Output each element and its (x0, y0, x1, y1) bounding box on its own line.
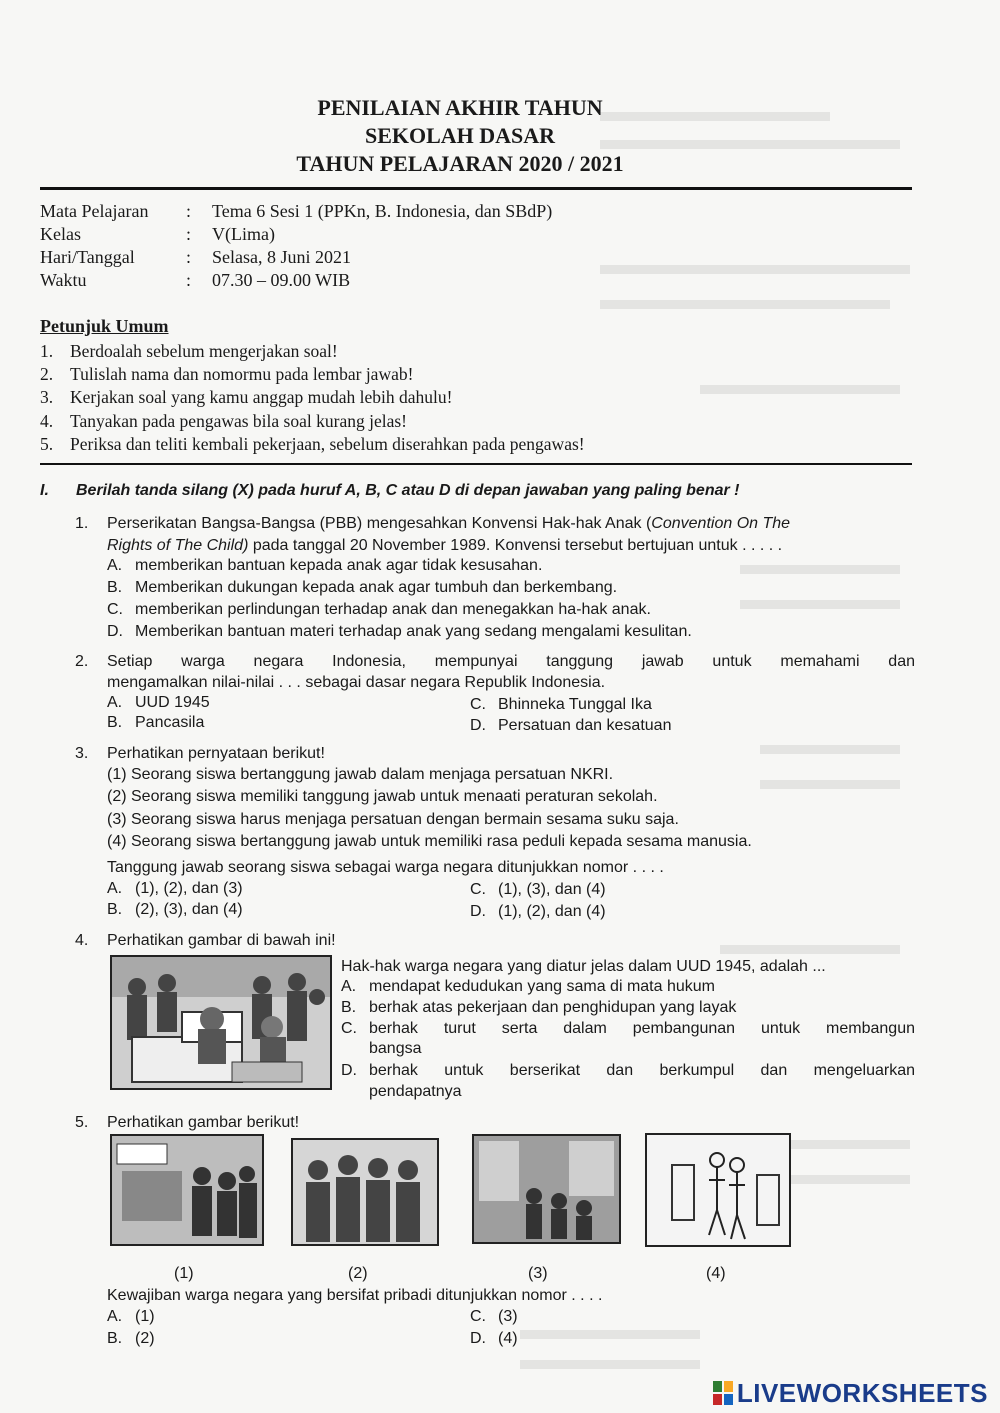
question-1-line-2 (107, 537, 782, 555)
option-c[interactable] (470, 881, 606, 899)
liveworksheets-text: LIVEWORKSHEETS (736, 1378, 988, 1408)
option-letter: B. (107, 714, 123, 731)
option-letter: A. (341, 978, 357, 995)
option-c-continuation: bangsa (369, 1040, 422, 1057)
option-letter: B. (341, 999, 357, 1016)
option-letter: B. (107, 1330, 123, 1347)
question-number: 1. (75, 515, 89, 532)
instruction-text: Periksa dan teliti kembali pekerjaan, sebelum diserahkan pada pengawas! (70, 434, 585, 454)
option-c[interactable] (470, 696, 652, 714)
picture-3 (472, 1134, 621, 1244)
option-letter: C. (470, 1308, 486, 1325)
option-text: memberikan perlindungan terhadap anak dan menegakkan ha-hak anak. (135, 601, 651, 618)
option-a[interactable] (107, 557, 542, 575)
option-text: berhak turut serta dalam pembangunan untuk membangun (369, 1020, 915, 1037)
info-label: Mata Pelajaran (40, 201, 149, 221)
info-colon: : (186, 224, 192, 244)
option-text: UUD 1945 (135, 694, 210, 711)
option-b[interactable] (107, 1330, 155, 1348)
option-text: (1), (2), dan (4) (498, 903, 606, 920)
picture-1 (110, 1134, 264, 1246)
option-letter: D. (470, 1330, 486, 1347)
question-1-line-1 (107, 515, 790, 533)
option-b[interactable] (107, 714, 204, 732)
option-d[interactable] (107, 623, 692, 641)
instructions-divider (40, 463, 912, 465)
section-heading (40, 482, 740, 500)
option-text: berhak untuk berserikat dan berkumpul dan mengeluarkan (369, 1062, 915, 1079)
info-value: Tema 6 Sesi 1 (PPKn, B. Indonesia, dan SBdP) (212, 201, 553, 221)
option-letter: B. (107, 579, 123, 596)
question-number: 2. (75, 653, 89, 670)
option-text: memberikan bantuan kepada anak agar tidak kesusahan. (135, 557, 543, 574)
exam-title: PENILAIAN AKHIR TAHUN (317, 95, 603, 120)
school-year: TAHUN PELAJARAN 2020 / 2021 (296, 151, 624, 176)
option-letter: A. (107, 880, 123, 897)
option-b[interactable] (107, 579, 617, 597)
picture-4-image (647, 1135, 789, 1245)
option-text: (1), (3), dan (4) (498, 881, 606, 898)
question-text: Kewajiban warga negara yang bersifat pribadi ditunjukkan nomor . . . . (107, 1287, 603, 1304)
option-letter: A. (107, 557, 123, 574)
option-text: berhak atas pekerjaan dan penghidupan yang layak (369, 999, 737, 1016)
info-label: Waktu (40, 270, 87, 290)
question-text: Perserikatan Bangsa-Bangsa (PBB) mengesahkan Konvensi Hak-hak Anak ( (107, 515, 652, 532)
instruction-text: Kerjakan soal yang kamu anggap mudah lebih dahulu! (70, 387, 453, 407)
header-divider (40, 187, 912, 190)
question-text: pada tanggal 20 November 1989. Konvensi tersebut bertujuan untuk . . . . . (248, 537, 783, 554)
question-text: Setiap warga negara Indonesia, mempunyai tanggung jawab untuk memahami dan (107, 653, 915, 670)
liveworksheets-icon (713, 1381, 733, 1405)
instruction-item (40, 364, 413, 385)
question-intro: Perhatikan gambar berikut! (107, 1114, 300, 1131)
option-text: Persatuan dan kesatuan (498, 717, 672, 734)
option-letter: B. (107, 901, 123, 918)
option-text: Memberikan bantuan materi terhadap anak yang sedang mengalami kesulitan. (135, 623, 692, 640)
liveworksheets-logo (713, 1378, 988, 1409)
info-colon: : (186, 247, 192, 267)
statement-2: (2) Seorang siswa memiliki tanggung jawab untuk menaati peraturan sekolah. (107, 788, 658, 805)
question-text: Tanggung jawab seorang siswa sebagai warga negara ditunjukkan nomor . . . . (107, 859, 664, 876)
section-text: Berilah tanda silang (X) pada huruf A, B, C atau D di depan jawaban yang paling benar ! (76, 482, 740, 499)
voting-illustration (110, 955, 332, 1090)
info-value: 07.30 – 09.00 WIB (212, 270, 351, 290)
option-d[interactable] (341, 1062, 915, 1080)
instruction-item (40, 411, 407, 432)
picture-1-caption: (1) (174, 1265, 194, 1282)
instruction-text: Berdoalah sebelum mengerjakan soal! (70, 341, 338, 361)
instruction-number: 4. (40, 411, 54, 431)
picture-4 (645, 1133, 791, 1247)
picture-2-caption: (2) (348, 1265, 368, 1282)
question-number: 5. (75, 1114, 89, 1131)
statement-1: (1) Seorang siswa bertanggung jawab dalam menjaga persatuan NKRI. (107, 766, 614, 783)
picture-3-caption: (3) (528, 1265, 548, 1282)
option-letter: D. (107, 623, 123, 640)
option-text: mendapat kedudukan yang sama di mata hukum (369, 978, 715, 995)
option-letter: C. (470, 881, 486, 898)
option-b[interactable] (341, 999, 736, 1017)
instruction-item (40, 341, 338, 362)
info-value: V(Lima) (212, 224, 275, 244)
option-text: (3) (498, 1308, 518, 1325)
option-letter: C. (470, 696, 486, 713)
instruction-item (40, 387, 452, 408)
info-colon: : (186, 270, 192, 290)
option-d[interactable] (470, 903, 606, 921)
question-number: 3. (75, 745, 89, 762)
option-letter: C. (341, 1020, 357, 1037)
option-letter: C. (107, 601, 123, 618)
picture-2-image (293, 1140, 437, 1244)
info-colon: : (186, 201, 192, 221)
option-d[interactable] (470, 1330, 518, 1348)
option-b[interactable] (107, 901, 243, 919)
option-a[interactable] (107, 1308, 155, 1326)
info-value: Selasa, 8 Juni 2021 (212, 247, 351, 267)
option-letter: A. (107, 694, 123, 711)
option-text: (1), (2), dan (3) (135, 880, 243, 897)
info-label: Hari/Tanggal (40, 247, 135, 267)
general-instructions-heading: Petunjuk Umum (40, 316, 169, 336)
option-letter: D. (341, 1062, 357, 1079)
picture-2 (291, 1138, 439, 1246)
voting-illustration-image (112, 957, 330, 1088)
option-letter: D. (470, 903, 486, 920)
section-number: I. (40, 482, 49, 499)
option-a[interactable] (107, 694, 210, 712)
question-text-italic: Convention On The (651, 515, 791, 532)
option-d[interactable] (470, 717, 671, 735)
question-text: mengamalkan nilai-nilai . . . sebagai dasar negara Republik Indonesia. (107, 674, 606, 691)
option-text: (4) (498, 1330, 518, 1347)
instruction-number: 1. (40, 341, 54, 361)
instruction-number: 3. (40, 387, 54, 407)
option-c[interactable] (107, 601, 651, 619)
option-text: Bhinneka Tunggal Ika (498, 696, 652, 713)
instruction-text: Tulislah nama dan nomormu pada lembar jawab! (70, 364, 414, 384)
option-text: (2) (135, 1330, 155, 1347)
instruction-item (40, 434, 585, 455)
question-number: 4. (75, 932, 89, 949)
option-letter: A. (107, 1308, 123, 1325)
statement-4: (4) Seorang siswa bertanggung jawab untuk memiliki rasa peduli kepada sesama manusia. (107, 833, 752, 850)
option-text: Pancasila (135, 714, 205, 731)
school-level: SEKOLAH DASAR (364, 123, 556, 148)
option-a[interactable] (341, 978, 715, 996)
option-a[interactable] (107, 880, 243, 898)
option-text: Memberikan dukungan kepada anak agar tumbuh dan berkembang. (135, 579, 618, 596)
statement-3: (3) Seorang siswa harus menjaga persatuan dengan bermain sesama suku saja. (107, 811, 679, 828)
instruction-text: Tanyakan pada pengawas bila soal kurang jelas! (70, 411, 407, 431)
question-text-italic: Rights of The Child) (107, 537, 249, 554)
option-c[interactable] (470, 1308, 518, 1326)
picture-3-image (474, 1136, 619, 1242)
question-intro: Perhatikan pernyataan berikut! (107, 745, 325, 762)
option-d-continuation: pendapatnya (369, 1083, 462, 1100)
option-letter: D. (470, 717, 486, 734)
instruction-number: 5. (40, 434, 54, 454)
option-text: (2), (3), dan (4) (135, 901, 243, 918)
picture-4-caption: (4) (706, 1265, 726, 1282)
info-label: Kelas (40, 224, 81, 244)
option-c[interactable] (341, 1020, 915, 1038)
option-text: (1) (135, 1308, 155, 1325)
question-text: Hak-hak warga negara yang diatur jelas dalam UUD 1945, adalah ... (341, 958, 826, 975)
picture-1-image (112, 1136, 262, 1244)
instruction-number: 2. (40, 364, 54, 384)
question-intro: Perhatikan gambar di bawah ini! (107, 932, 336, 949)
